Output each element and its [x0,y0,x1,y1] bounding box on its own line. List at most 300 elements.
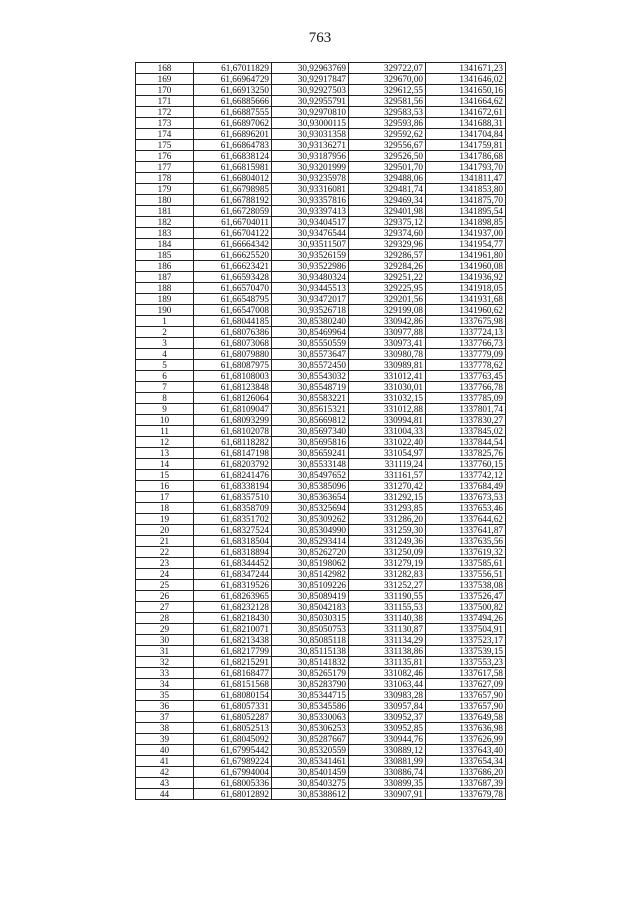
longitude-cell: 30,85325694 [272,503,349,514]
y-coordinate-cell: 1337844,54 [426,437,506,448]
x-coordinate-cell: 331032,15 [349,393,426,404]
x-coordinate-cell: 331190,55 [349,591,426,602]
page-number: 763 [308,30,332,46]
y-coordinate-cell: 1337657,90 [426,701,506,712]
latitude-cell: 61,68327524 [194,525,272,536]
table-row [136,382,506,393]
y-coordinate-cell: 1341759,81 [426,140,506,151]
point-number-cell: 42 [136,767,194,778]
y-coordinate-cell: 1337526,47 [426,591,506,602]
latitude-cell: 61,68123848 [194,382,272,393]
y-coordinate-cell: 1337779,09 [426,349,506,360]
y-coordinate-cell: 1337627,09 [426,679,506,690]
longitude-cell: 30,85669812 [272,415,349,426]
table-row [136,569,506,580]
longitude-cell: 30,93136271 [272,140,349,151]
coordinates-table-body [136,63,506,800]
longitude-cell: 30,85573647 [272,349,349,360]
longitude-cell: 30,85330063 [272,712,349,723]
table-row [136,85,506,96]
x-coordinate-cell: 329722,07 [349,63,426,74]
latitude-cell: 61,66704122 [194,228,272,239]
y-coordinate-cell: 1341875,70 [426,195,506,206]
point-number-cell: 25 [136,580,194,591]
x-coordinate-cell: 331279,19 [349,558,426,569]
y-coordinate-cell: 1341918,05 [426,283,506,294]
x-coordinate-cell: 329488,06 [349,173,426,184]
longitude-cell: 30,93316081 [272,184,349,195]
latitude-cell: 61,68093299 [194,415,272,426]
longitude-cell: 30,93201999 [272,162,349,173]
longitude-cell: 30,85543032 [272,371,349,382]
latitude-cell: 61,68241476 [194,470,272,481]
table-row [136,646,506,657]
longitude-cell: 30,85401459 [272,767,349,778]
x-coordinate-cell: 329225,95 [349,283,426,294]
point-number-cell: 28 [136,613,194,624]
table-row [136,426,506,437]
table-row [136,602,506,613]
y-coordinate-cell: 1337830,27 [426,415,506,426]
table-row [136,206,506,217]
point-number-cell: 29 [136,624,194,635]
table-row [136,580,506,591]
latitude-cell: 61,66815981 [194,162,272,173]
table-row [136,635,506,646]
table-row [136,712,506,723]
y-coordinate-cell: 1337724,13 [426,327,506,338]
longitude-cell: 30,85388612 [272,789,349,800]
y-coordinate-cell: 1337760,15 [426,459,506,470]
latitude-cell: 61,66664342 [194,239,272,250]
longitude-cell: 30,85287667 [272,734,349,745]
x-coordinate-cell: 330886,74 [349,767,426,778]
y-coordinate-cell: 1341650,16 [426,85,506,96]
longitude-cell: 30,85320559 [272,745,349,756]
table-row [136,404,506,415]
y-coordinate-cell: 1337617,58 [426,668,506,679]
table-row [136,338,506,349]
table-row [136,118,506,129]
x-coordinate-cell: 329612,55 [349,85,426,96]
latitude-cell: 61,68168477 [194,668,272,679]
point-number-cell: 8 [136,393,194,404]
latitude-cell: 61,68087975 [194,360,272,371]
longitude-cell: 30,85085118 [272,635,349,646]
point-number-cell: 31 [136,646,194,657]
point-number-cell: 180 [136,195,194,206]
longitude-cell: 30,85385096 [272,481,349,492]
longitude-cell: 30,93235978 [272,173,349,184]
x-coordinate-cell: 329201,56 [349,294,426,305]
point-number-cell: 37 [136,712,194,723]
longitude-cell: 30,85030315 [272,613,349,624]
point-number-cell: 36 [136,701,194,712]
table-row [136,316,506,327]
y-coordinate-cell: 1337679,78 [426,789,506,800]
point-number-cell: 176 [136,151,194,162]
longitude-cell: 30,85550559 [272,338,349,349]
table-row [136,756,506,767]
point-number-cell: 188 [136,283,194,294]
point-number-cell: 16 [136,481,194,492]
table-row [136,679,506,690]
x-coordinate-cell: 331250,09 [349,547,426,558]
y-coordinate-cell: 1341704,84 [426,129,506,140]
latitude-cell: 61,68052287 [194,712,272,723]
latitude-cell: 61,68005336 [194,778,272,789]
latitude-cell: 61,67994004 [194,767,272,778]
y-coordinate-cell: 1341937,00 [426,228,506,239]
table-row [136,448,506,459]
x-coordinate-cell: 331012,88 [349,404,426,415]
point-number-cell: 1 [136,316,194,327]
latitude-cell: 61,68147198 [194,448,272,459]
latitude-cell: 61,68213438 [194,635,272,646]
y-coordinate-cell: 1337553,23 [426,657,506,668]
table-row [136,283,506,294]
point-number-cell: 21 [136,536,194,547]
x-coordinate-cell: 331249,36 [349,536,426,547]
table-row [136,349,506,360]
table-row [136,217,506,228]
y-coordinate-cell: 1337785,09 [426,393,506,404]
latitude-cell: 61,66547008 [194,305,272,316]
longitude-cell: 30,85050753 [272,624,349,635]
x-coordinate-cell: 330994,81 [349,415,426,426]
y-coordinate-cell: 1337500,82 [426,602,506,613]
y-coordinate-cell: 1341672,61 [426,107,506,118]
point-number-cell: 182 [136,217,194,228]
longitude-cell: 30,85262720 [272,547,349,558]
longitude-cell: 30,93511507 [272,239,349,250]
x-coordinate-cell: 331259,30 [349,525,426,536]
longitude-cell: 30,85109226 [272,580,349,591]
x-coordinate-cell: 329481,74 [349,184,426,195]
longitude-cell: 30,93000115 [272,118,349,129]
longitude-cell: 30,93404517 [272,217,349,228]
longitude-cell: 30,85363654 [272,492,349,503]
latitude-cell: 61,66798985 [194,184,272,195]
x-coordinate-cell: 331012,41 [349,371,426,382]
point-number-cell: 19 [136,514,194,525]
latitude-cell: 61,68351702 [194,514,272,525]
table-row [136,492,506,503]
point-number-cell: 17 [136,492,194,503]
y-coordinate-cell: 1337643,40 [426,745,506,756]
y-coordinate-cell: 1337523,17 [426,635,506,646]
latitude-cell: 61,68076386 [194,327,272,338]
latitude-cell: 61,68045092 [194,734,272,745]
latitude-cell: 61,68073068 [194,338,272,349]
latitude-cell: 61,66885666 [194,96,272,107]
latitude-cell: 61,66593428 [194,272,272,283]
x-coordinate-cell: 330989,81 [349,360,426,371]
x-coordinate-cell: 329375,12 [349,217,426,228]
y-coordinate-cell: 1337766,78 [426,382,506,393]
y-coordinate-cell: 1337626,99 [426,734,506,745]
longitude-cell: 30,85583221 [272,393,349,404]
table-row [136,613,506,624]
point-number-cell: 43 [136,778,194,789]
table-row [136,173,506,184]
x-coordinate-cell: 330889,12 [349,745,426,756]
point-number-cell: 22 [136,547,194,558]
point-number-cell: 4 [136,349,194,360]
point-number-cell: 26 [136,591,194,602]
y-coordinate-cell: 1341664,62 [426,96,506,107]
y-coordinate-cell: 1337687,39 [426,778,506,789]
table-row [136,63,506,74]
longitude-cell: 30,85304990 [272,525,349,536]
x-coordinate-cell: 329286,57 [349,250,426,261]
point-number-cell: 12 [136,437,194,448]
table-row [136,74,506,85]
point-number-cell: 39 [136,734,194,745]
table-row [136,470,506,481]
table-row [136,294,506,305]
longitude-cell: 30,93397413 [272,206,349,217]
x-coordinate-cell: 330881,99 [349,756,426,767]
table-row [136,96,506,107]
longitude-cell: 30,85141832 [272,657,349,668]
x-coordinate-cell: 330977,88 [349,327,426,338]
x-coordinate-cell: 329329,96 [349,239,426,250]
point-number-cell: 184 [136,239,194,250]
latitude-cell: 61,66897062 [194,118,272,129]
latitude-cell: 61,68318504 [194,536,272,547]
point-number-cell: 14 [136,459,194,470]
latitude-cell: 61,68347244 [194,569,272,580]
x-coordinate-cell: 331135,81 [349,657,426,668]
y-coordinate-cell: 1337778,62 [426,360,506,371]
x-coordinate-cell: 329469,34 [349,195,426,206]
table-row [136,745,506,756]
latitude-cell: 61,68052513 [194,723,272,734]
y-coordinate-cell: 1337657,90 [426,690,506,701]
y-coordinate-cell: 1337556,51 [426,569,506,580]
point-number-cell: 171 [136,96,194,107]
table-row [136,415,506,426]
point-number-cell: 172 [136,107,194,118]
y-coordinate-cell: 1341954,77 [426,239,506,250]
x-coordinate-cell: 330952,85 [349,723,426,734]
longitude-cell: 30,93031358 [272,129,349,140]
latitude-cell: 61,68357510 [194,492,272,503]
point-number-cell: 175 [136,140,194,151]
point-number-cell: 38 [136,723,194,734]
x-coordinate-cell: 329592,62 [349,129,426,140]
x-coordinate-cell: 329374,60 [349,228,426,239]
x-coordinate-cell: 330907,91 [349,789,426,800]
point-number-cell: 24 [136,569,194,580]
point-number-cell: 27 [136,602,194,613]
point-number-cell: 173 [136,118,194,129]
latitude-cell: 61,68044185 [194,316,272,327]
y-coordinate-cell: 1337636,98 [426,723,506,734]
point-number-cell: 18 [136,503,194,514]
longitude-cell: 30,92917847 [272,74,349,85]
table-row [136,371,506,382]
point-number-cell: 189 [136,294,194,305]
point-number-cell: 168 [136,63,194,74]
longitude-cell: 30,85695816 [272,437,349,448]
y-coordinate-cell: 1337654,34 [426,756,506,767]
latitude-cell: 61,68126064 [194,393,272,404]
table-row [136,503,506,514]
x-coordinate-cell: 331161,57 [349,470,426,481]
longitude-cell: 30,93480324 [272,272,349,283]
table-row [136,162,506,173]
longitude-cell: 30,93472017 [272,294,349,305]
y-coordinate-cell: 1341811,47 [426,173,506,184]
latitude-cell: 61,68344452 [194,558,272,569]
longitude-cell: 30,85548719 [272,382,349,393]
longitude-cell: 30,85572450 [272,360,349,371]
table-row [136,558,506,569]
y-coordinate-cell: 1337845,02 [426,426,506,437]
table-row [136,360,506,371]
point-number-cell: 186 [136,261,194,272]
longitude-cell: 30,92955791 [272,96,349,107]
y-coordinate-cell: 1337675,98 [426,316,506,327]
point-number-cell: 15 [136,470,194,481]
y-coordinate-cell: 1337644,62 [426,514,506,525]
x-coordinate-cell: 329501,70 [349,162,426,173]
longitude-cell: 30,85403275 [272,778,349,789]
longitude-cell: 30,85293414 [272,536,349,547]
latitude-cell: 61,66623421 [194,261,272,272]
longitude-cell: 30,85283790 [272,679,349,690]
x-coordinate-cell: 331140,38 [349,613,426,624]
point-number-cell: 20 [136,525,194,536]
x-coordinate-cell: 331155,53 [349,602,426,613]
y-coordinate-cell: 1337585,61 [426,558,506,569]
table-row [136,723,506,734]
point-number-cell: 9 [136,404,194,415]
x-coordinate-cell: 331252,27 [349,580,426,591]
longitude-cell: 30,85341461 [272,756,349,767]
table-row [136,140,506,151]
x-coordinate-cell: 331282,83 [349,569,426,580]
x-coordinate-cell: 331004,33 [349,426,426,437]
longitude-cell: 30,85659241 [272,448,349,459]
x-coordinate-cell: 329670,00 [349,74,426,85]
longitude-cell: 30,85265179 [272,668,349,679]
table-row [136,239,506,250]
table-row [136,536,506,547]
x-coordinate-cell: 331138,86 [349,646,426,657]
x-coordinate-cell: 329284,26 [349,261,426,272]
y-coordinate-cell: 1341961,80 [426,250,506,261]
point-number-cell: 11 [136,426,194,437]
longitude-cell: 30,92970810 [272,107,349,118]
y-coordinate-cell: 1337763,45 [426,371,506,382]
point-number-cell: 44 [136,789,194,800]
x-coordinate-cell: 331270,42 [349,481,426,492]
x-coordinate-cell: 331292,15 [349,492,426,503]
latitude-cell: 61,66625520 [194,250,272,261]
y-coordinate-cell: 1337673,53 [426,492,506,503]
longitude-cell: 30,93445513 [272,283,349,294]
x-coordinate-cell: 330942,86 [349,316,426,327]
table-row [136,129,506,140]
y-coordinate-cell: 1337684,49 [426,481,506,492]
longitude-cell: 30,85345586 [272,701,349,712]
table-row [136,767,506,778]
longitude-cell: 30,93522986 [272,261,349,272]
latitude-cell: 61,68079880 [194,349,272,360]
latitude-cell: 61,68151568 [194,679,272,690]
x-coordinate-cell: 329199,08 [349,305,426,316]
longitude-cell: 30,85306253 [272,723,349,734]
latitude-cell: 61,66838124 [194,151,272,162]
x-coordinate-cell: 330983,28 [349,690,426,701]
point-number-cell: 41 [136,756,194,767]
latitude-cell: 61,68218430 [194,613,272,624]
coordinates-table [135,62,506,800]
point-number-cell: 5 [136,360,194,371]
point-number-cell: 187 [136,272,194,283]
table-row [136,195,506,206]
longitude-cell: 30,85697340 [272,426,349,437]
table-row [136,591,506,602]
x-coordinate-cell: 330957,84 [349,701,426,712]
latitude-cell: 61,68358709 [194,503,272,514]
y-coordinate-cell: 1337641,87 [426,525,506,536]
longitude-cell: 30,85497652 [272,470,349,481]
longitude-cell: 30,85089419 [272,591,349,602]
y-coordinate-cell: 1337801,74 [426,404,506,415]
latitude-cell: 61,68217799 [194,646,272,657]
y-coordinate-cell: 1341960,62 [426,305,506,316]
table-row [136,305,506,316]
y-coordinate-cell: 1337538,08 [426,580,506,591]
latitude-cell: 61,68203792 [194,459,272,470]
longitude-cell: 30,85380240 [272,316,349,327]
table-row [136,734,506,745]
latitude-cell: 61,68108003 [194,371,272,382]
longitude-cell: 30,93526159 [272,250,349,261]
x-coordinate-cell: 329556,67 [349,140,426,151]
latitude-cell: 61,66548795 [194,294,272,305]
x-coordinate-cell: 331082,46 [349,668,426,679]
longitude-cell: 30,85142982 [272,569,349,580]
longitude-cell: 30,85042183 [272,602,349,613]
point-number-cell: 183 [136,228,194,239]
point-number-cell: 185 [136,250,194,261]
longitude-cell: 30,85533148 [272,459,349,470]
point-number-cell: 174 [136,129,194,140]
latitude-cell: 61,66887555 [194,107,272,118]
table-row [136,250,506,261]
x-coordinate-cell: 331030,01 [349,382,426,393]
longitude-cell: 30,92963769 [272,63,349,74]
latitude-cell: 61,68319526 [194,580,272,591]
y-coordinate-cell: 1337504,91 [426,624,506,635]
x-coordinate-cell: 329581,56 [349,96,426,107]
y-coordinate-cell: 1337686,20 [426,767,506,778]
point-number-cell: 169 [136,74,194,85]
latitude-cell: 61,68338194 [194,481,272,492]
table-row [136,228,506,239]
x-coordinate-cell: 329593,86 [349,118,426,129]
x-coordinate-cell: 331063,44 [349,679,426,690]
point-number-cell: 40 [136,745,194,756]
point-number-cell: 3 [136,338,194,349]
y-coordinate-cell: 1337635,56 [426,536,506,547]
point-number-cell: 178 [136,173,194,184]
